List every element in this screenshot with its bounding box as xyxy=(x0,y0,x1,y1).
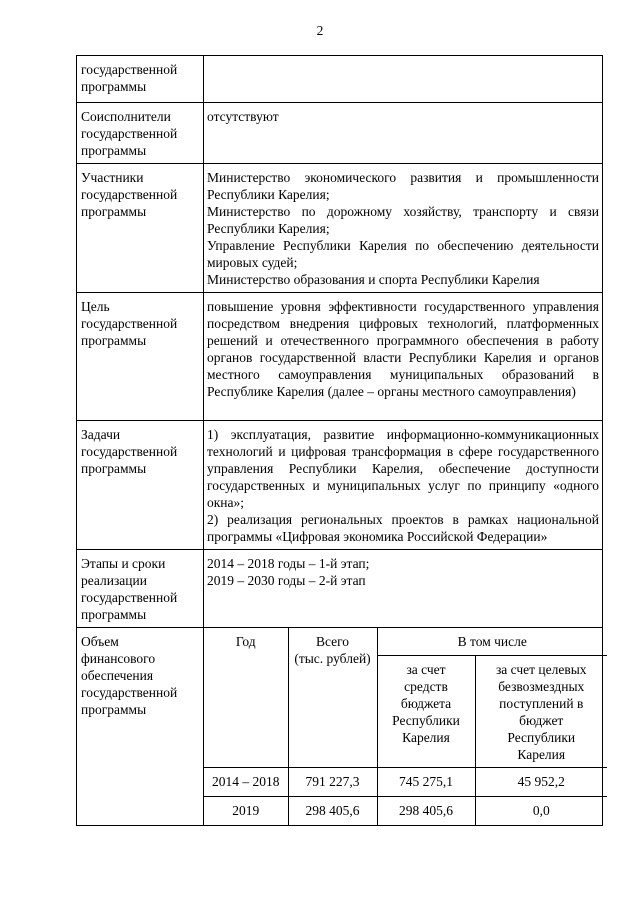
row-label: Этапы и сроки реализации государственной программы xyxy=(77,550,204,628)
stages-value: 2014 – 2018 годы – 1-й этап; 2019 – 2030 годы – 2-й этап xyxy=(204,550,603,628)
row-label: Участники государственной программы xyxy=(77,164,204,293)
tasks-value: 1) эксплуатация, развитие информационно-коммуникационных технологий и цифровая трансформация в сфере государственного управления Республики Карелия, обеспечение доступности государственных и муниципальных услуг по принципу «одного окна»; 2) реализация региональных проектов в рамках национальной программы «Цифровая экономика Российской Федерации» xyxy=(204,421,603,550)
cell-total: 791 227,3 xyxy=(288,767,377,796)
row-label: Цель государственной программы xyxy=(77,293,204,421)
page-number: 2 xyxy=(316,23,324,38)
header-including: В том числе xyxy=(377,628,607,655)
participants-value: Министерство экономического развития и промышленности Республики Карелия; Министерство по дорожному хозяйству, транспорту и связи Республики Карелия; Управление Республики Карелия по обеспечению деятельности мировых судей; Министерство образования и спорта Республики Карелия xyxy=(204,164,603,293)
table-row xyxy=(77,293,603,421)
finance-cell xyxy=(204,628,603,826)
header-total: Всего (тыс. рублей) xyxy=(288,628,377,767)
finance-header-row xyxy=(204,628,607,655)
row-value xyxy=(204,56,603,103)
cell-grants: 45 952,2 xyxy=(475,767,607,796)
cell-budget: 298 405,6 xyxy=(377,796,475,825)
table-row xyxy=(77,421,603,550)
header-year: Год xyxy=(204,628,288,767)
finance-data-row xyxy=(204,767,607,796)
row-label: Объем финансового обеспечения государственной программы xyxy=(77,628,204,826)
goal-value: повышение уровня эффективности государственного управления посредством внедрения цифровых технологий, платформенных решений и отечественного программного обеспечения в работу органов государственной власти Республики Карелия и органов местного самоуправления муниципальных образований в Республике Карелия (далее – органы местного самоуправления) xyxy=(204,293,603,421)
row-value: отсутствуют xyxy=(204,103,603,164)
table-row xyxy=(77,550,603,628)
table-row xyxy=(77,56,603,103)
program-passport-table xyxy=(76,55,603,826)
row-label: государственной программы xyxy=(77,56,204,103)
table-row xyxy=(77,164,603,293)
header-grants: за счет целевых безвозмездных поступлений в бюджет Республики Карелия xyxy=(475,655,607,767)
table-row-finance xyxy=(77,628,603,826)
finance-data-row xyxy=(204,796,607,825)
cell-budget: 745 275,1 xyxy=(377,767,475,796)
cell-total: 298 405,6 xyxy=(288,796,377,825)
header-budget: за счет средств бюджета Республики Карелия xyxy=(377,655,475,767)
row-label: Задачи государственной программы xyxy=(77,421,204,550)
finance-table xyxy=(204,628,607,825)
cell-grants: 0,0 xyxy=(475,796,607,825)
row-label: Соисполнители государственной программы xyxy=(77,103,204,164)
cell-year: 2019 xyxy=(204,796,288,825)
cell-year: 2014 – 2018 xyxy=(204,767,288,796)
table-row xyxy=(77,103,603,164)
